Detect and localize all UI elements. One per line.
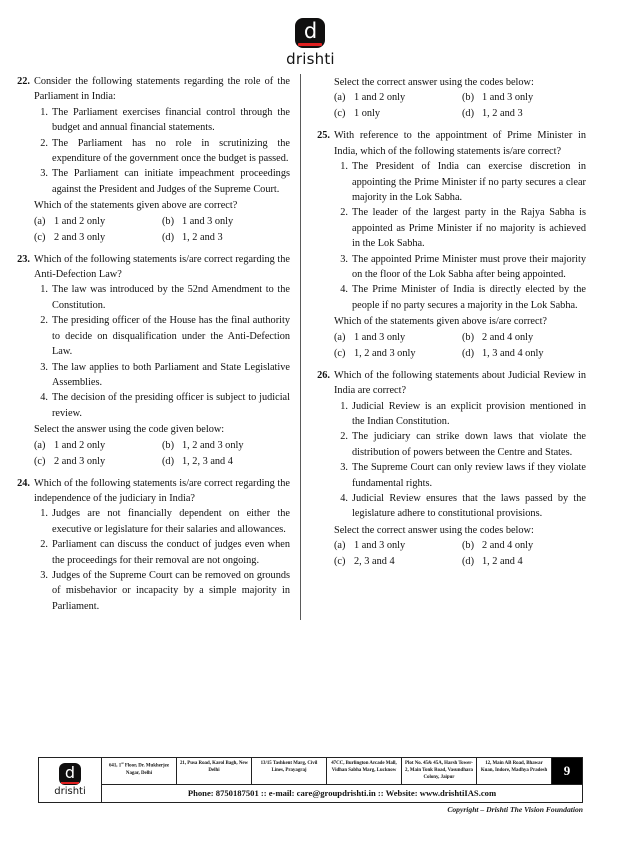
statement-item [14,568,290,614]
statement-number: 1. [340,400,348,412]
statement-text: The Prime Minister of India is directly elected by the people if no party secures a majority in the Lok Sabha. [352,284,586,311]
option-text: 1, 2, 3 and 4 [182,455,233,467]
option-text: 1, 2 and 3 [182,231,223,243]
question-header [14,74,290,105]
statement-list [14,282,290,421]
statement-number: 4. [340,492,348,504]
statement-text: The Supreme Court can only review laws if they violate fundamental rights. [352,462,586,489]
statement-item [14,282,290,313]
option-choice[interactable] [462,90,586,106]
page-number-badge: 9 [552,758,582,784]
option-text: 1, 2 and 4 [482,556,523,568]
option-text: 1 and 3 only [354,540,406,552]
option-choice[interactable] [162,214,290,230]
option-row [334,538,586,554]
statement-list [314,159,586,313]
option-choice[interactable] [162,438,290,454]
option-text: 1, 2 and 3 [482,108,523,120]
question-header [14,252,290,283]
statement-item [14,105,290,136]
option-list [14,214,290,246]
option-text: 1, 2 and 3 only [354,347,416,359]
statement-item [314,205,586,251]
statement-number: 2. [340,431,348,443]
question-stem: With reference to the appointment of Prime Minister in India, which of the following statements is/are correct? [334,130,586,157]
option-text: 1, 3 and 4 only [482,347,544,359]
statement-text: The Parliament can initiate impeachment proceedings against the President and Judges of the Supreme Court. [52,168,290,195]
option-choice[interactable] [34,454,162,470]
option-row [334,106,586,122]
answer-instruction: Which of the statements given above are correct? [34,200,238,212]
option-key: (a) [34,439,46,451]
statement-number: 2. [40,315,48,327]
footer-address-cell: 21, Pusa Road, Karol Bagh, New Delhi [177,758,252,784]
option-text: 1 and 2 only [54,439,106,451]
answer-instruction: Select the answer using the code given below: [34,424,225,436]
statement-item [314,491,586,522]
option-row [34,230,290,246]
statement-item [314,460,586,491]
statement-list [14,105,290,197]
footer-brand-logo [54,763,85,797]
question-block [314,75,586,122]
statement-text: The presiding officer of the House has the final authority to decide on disqualification under the Anti-Defection Law. [52,315,290,358]
option-choice[interactable] [334,330,462,346]
question-number: 23. [17,253,30,265]
option-text: 1 and 3 only [482,92,534,104]
option-choice[interactable] [34,230,162,246]
footer-address-cell: 12, Main AB Road, Bhawar Kuan, Indore, Madhya Pradesh [477,758,552,784]
statement-number: 4. [40,392,48,404]
option-text: 1 and 2 only [354,92,406,104]
statement-text: The appointed Prime Minister must prove their majority on the floor of the Lok Sabha after being appointed. [352,253,586,281]
question-stem: Consider the following statements regarding the role of the Parliament in India: [34,76,290,103]
option-row [34,438,290,454]
statement-number: 2. [40,137,48,149]
footer-address-cell: 13/15 Tashkent Marg, Civil Lines, Prayagraj [252,758,327,784]
option-list [314,538,586,570]
option-key: (b) [162,439,175,451]
statement-item [14,506,290,537]
footer-drishti-logo-icon [59,763,81,785]
option-key: (d) [462,347,475,359]
statement-text: The Parliament exercises financial control through the budget and annual financial statements. [52,106,290,134]
statement-text: Judges of the Supreme Court can be removed on grounds of misbehavior or incapacity by a simple majority in Parliament. [52,569,290,612]
question-block [14,252,290,470]
question-block [14,74,290,246]
option-key: (d) [162,231,175,243]
option-choice[interactable] [34,438,162,454]
footer-address-cell: 47CC, Burlington Arcade Mall, Vidhan Sabha Marg, Lucknow [327,758,402,784]
statement-item [14,537,290,568]
statement-text: Judicial Review ensures that the laws passed by the legislature adhere to constitutional provisions. [352,492,586,520]
question-header [14,476,290,507]
option-text: 2 and 4 only [482,331,534,343]
statement-text: The judiciary can strike down laws that violate the distribution of powers between the Centre and States. [352,431,586,458]
footer-logo-cell [39,758,102,802]
option-text: 1 and 3 only [354,331,406,343]
statement-text: Judges are not financially dependent on either the executive or legislature for their salaries and allowances. [52,508,290,535]
option-choice[interactable] [162,230,290,246]
option-key: (c) [334,347,346,359]
statement-text: Judicial Review is an explicit provision mentioned in the Indian Constitution. [352,400,586,427]
option-text: 2, 3 and 4 [354,556,395,568]
option-row [334,554,586,570]
option-choice[interactable] [334,346,462,362]
statement-number: 1. [40,508,48,520]
option-text: 1 only [354,108,381,120]
option-key: (b) [462,540,475,552]
statement-number: 3. [40,168,48,180]
statement-number: 3. [340,462,348,474]
option-key: (d) [162,455,175,467]
option-key: (a) [334,540,346,552]
drishti-logo-icon [295,18,325,48]
question-number: 22. [17,76,30,87]
statement-number: 2. [40,539,48,551]
option-key: (a) [334,331,346,343]
option-key: (d) [462,108,475,120]
question-stem: Which of the following statements is/are correct regarding the Anti-Defection Law? [34,253,290,281]
statement-item [314,429,586,460]
option-key: (a) [334,92,346,104]
statement-number: 1. [40,284,48,296]
statement-item [314,399,586,430]
footer-right [102,758,582,802]
statement-number: 1. [40,106,48,118]
statement-item [314,159,586,205]
statement-item [314,252,586,283]
option-row [34,454,290,470]
option-text: 2 and 3 only [54,231,106,243]
option-key: (c) [34,231,46,243]
footer-logo-red-bar-icon [61,782,79,784]
option-list [314,90,586,122]
statement-text: The leader of the largest party in the Rajya Sabha is appointed as Prime Minister if no majority is achieved in the Lok Sabha. [352,207,586,250]
option-choice[interactable] [334,554,462,570]
option-key: (c) [334,108,346,120]
option-key: (b) [462,92,475,104]
question-number: 26. [317,369,330,381]
answer-instruction: Select the correct answer using the codes below: [334,77,534,88]
footer-logo-letter: d [64,762,76,782]
statement-number: 3. [40,361,48,373]
statement-item [14,390,290,421]
footer-contact-line: Phone: 8750187501 :: e-mail: care@groupdrishti.in :: Website: www.drishtiIAS.com [187,787,497,798]
logo-red-bar-icon [298,43,322,46]
statement-number: 4. [340,284,348,296]
statement-item [14,313,290,359]
option-choice[interactable] [334,106,462,122]
statement-list [14,506,290,614]
footer-logo-wordmark: drishti [54,785,86,797]
option-row [334,330,586,346]
option-list [314,330,586,362]
left-column [14,74,300,620]
question-stem: Which of the following statements about Judicial Review in India are correct? [334,369,586,397]
option-key: (a) [34,215,46,227]
option-text: 1 and 2 only [54,215,106,227]
option-row [34,214,290,230]
brand-logo [286,18,335,68]
statement-item [14,360,290,391]
option-text: 1 and 3 only [182,215,234,227]
option-key: (c) [334,556,346,568]
option-choice[interactable] [462,554,586,570]
statement-text: Parliament can discuss the conduct of judges even when the proceedings for their removal are not ongoing. [52,539,290,566]
statement-number: 3. [40,569,48,581]
logo-wordmark: drishti [286,50,335,68]
option-choice[interactable] [34,214,162,230]
question-block [314,368,586,570]
right-column [300,74,586,620]
option-row [334,346,586,362]
question-number: 25. [317,130,330,142]
statement-number: 3. [340,253,348,265]
statement-text: The law applies to both Parliament and State Legislative Assemblies. [52,361,290,388]
statement-item [314,282,586,313]
option-row [334,90,586,106]
option-choice[interactable] [334,538,462,554]
statement-item [14,136,290,167]
statement-text: The decision of the presiding officer is subject to judicial review. [52,392,290,419]
statement-list [314,399,586,522]
option-choice[interactable] [462,346,586,362]
option-choice[interactable] [334,90,462,106]
question-block [14,476,290,615]
option-text: 2 and 3 only [54,455,106,467]
option-choice[interactable] [162,454,290,470]
statement-text: The law was introduced by the 52nd Amendment to the Constitution. [52,284,290,311]
page-header [0,0,621,68]
question-stem: Which of the following statements is/are correct regarding the independence of the judiciary in India? [34,477,290,504]
option-choice[interactable] [462,538,586,554]
option-choice[interactable] [462,330,586,346]
answer-instruction: Select the correct answer using the codes below: [334,524,534,536]
option-key: (d) [462,556,475,568]
footer-address-cell: 641, 1st Floor, Dr. Mukherjee Nagar, Delhi [102,758,177,784]
option-text: 2 and 4 only [482,540,534,552]
question-number: 24. [17,477,30,489]
page-footer [38,757,583,803]
option-choice[interactable] [462,106,586,122]
answer-instruction: Which of the statements given above is/are correct? [334,316,547,328]
question-header [314,128,586,159]
footer-address-cell: Plot No. 45& 45A, Harsh Tower-2, Main Tonk Road, Vasundhara Colony, Jaipur [402,758,477,784]
option-key: (b) [462,331,475,343]
option-key: (b) [162,215,175,227]
question-block [314,128,586,361]
option-text: 1, 2 and 3 only [182,439,244,451]
option-key: (c) [34,455,46,467]
statement-item [14,166,290,197]
statement-number: 2. [340,207,348,219]
option-list [14,438,290,470]
question-content [0,68,621,620]
statement-text: The Parliament has no role in scrutinizing the expenditure of the government once the budget is passed. [52,137,290,165]
footer-address-row [102,758,582,785]
statement-number: 1. [340,161,348,173]
statement-text: The President of India can exercise discretion in appointing the Prime Minister if no party secures a clear majority in the Lok Sabha. [352,161,586,204]
question-header [314,368,586,399]
copyright-line: Copyright – Drishti The Vision Foundation [447,805,583,814]
logo-letter: d [303,18,318,43]
